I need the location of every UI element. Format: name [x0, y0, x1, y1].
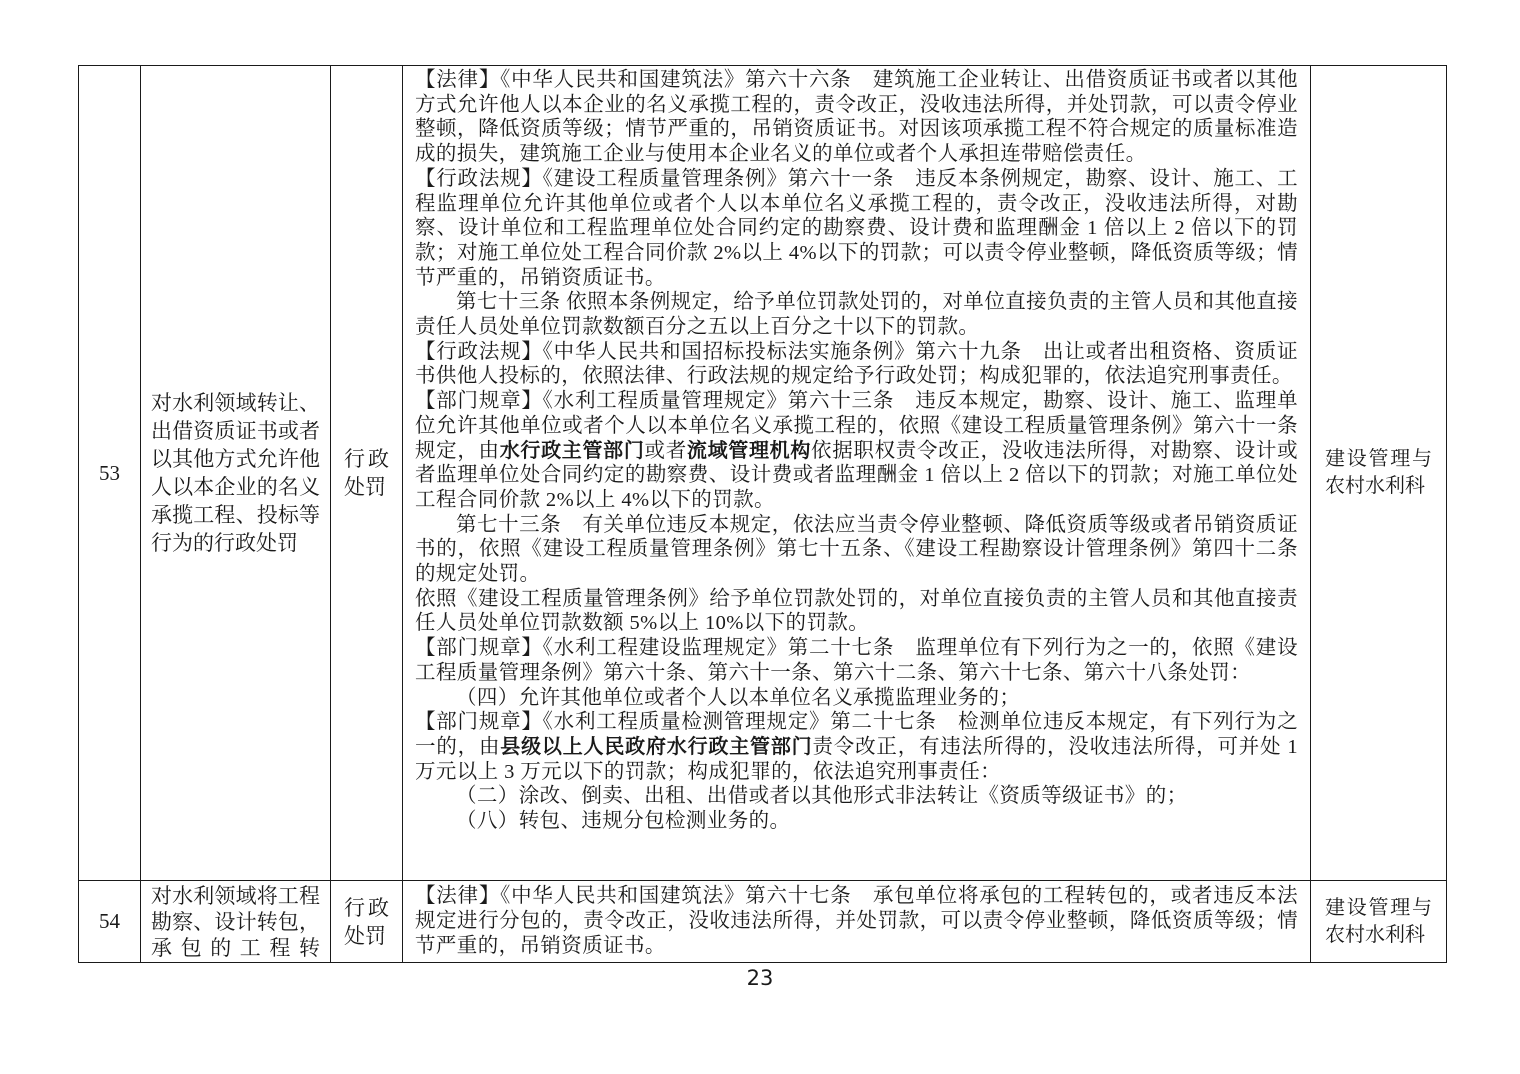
penalty-type-text: 行政处罚 — [344, 447, 389, 499]
bold-term: 水行政主管部门 — [499, 439, 645, 462]
legal-basis-paragraph: 【法律】《中华人民共和国建筑法》第六十六条 建筑施工企业转让、出借资质证书或者以其他方式允许他人以本企业的名义承揽工程的，责令改正，没收违法所得，并处罚款，可以责令停业整顿，降低资质等级；情节严重的，吊销资质证书。对因该项承揽工程不符合规定的质量标准造成的损失，建筑施工企业与使用本企业名义的单位或者个人承担连带赔偿责任。 — [415, 69, 1298, 166]
legal-basis-paragraph: 依照《建设工程质量管理条例》给予单位罚款处罚的，对单位直接负责的主管人员和其他直接责任人员处单位罚款数额 5%以上 10%以下的罚款。 — [415, 587, 1298, 635]
department-cell-53 — [1311, 66, 1446, 881]
legal-basis-text — [415, 884, 1298, 958]
matter-text: 对水利领域将工程勘察、设计转包，承包的工程转 — [151, 883, 320, 960]
legal-basis-paragraph: 【部门规章】《水利工程建设监理规定》第二十七条 监理单位有下列行为之一的，依照《建设工程质量管理条例》第六十条、第六十一条、第六十二条、第六十七条、第六十八条处罚： — [415, 637, 1298, 684]
penalty-type-cell-53 — [331, 66, 403, 881]
department-text: 建设管理与农村水利科 — [1325, 896, 1432, 946]
serial-number-cell-54 — [79, 881, 141, 962]
legal-basis-paragraph: 【行政法规】《建设工程质量管理条例》第六十一条 违反本条例规定，勘察、设计、施工、工程监理单位允许其他单位或者个人以本单位名义承揽工程的，责令改正，没收违法所得，对勘察、设计单位和工程监理单位处合同约定的勘察费、设计费和监理酬金 1 倍以上 2 倍以下的罚款；对施工单位处工程合同价款 2%以上 4%以下的罚款；可以责令停业整顿，降低资质等级；情节严重的，吊销资质证书。 — [415, 167, 1298, 289]
legal-basis-paragraph: 第七十三条 依照本条例规定，给予单位罚款处罚的，对单位直接负责的主管人员和其他直接责任人员处单位罚款数额百分之五以上百分之十以下的罚款。 — [415, 291, 1298, 339]
legal-basis-paragraph: 【法律】《中华人民共和国建筑法》第六十七条 承包单位将承包的工程转包的，或者违反本法规定进行分包的，责令改正，没收违法所得，并处罚款，可以责令停业整顿，降低资质等级；情节严重的，吊销资质证书。 — [415, 885, 1298, 957]
penalty-type-cell-54 — [331, 881, 403, 962]
department-cell-54 — [1311, 881, 1446, 962]
department-text: 建设管理与农村水利科 — [1325, 448, 1432, 497]
legal-basis-paragraph: （四）允许其他单位或者个人以本单位名义承揽监理业务的； — [456, 686, 1021, 709]
serial-number: 53 — [99, 460, 120, 485]
serial-number: 54 — [99, 909, 120, 933]
page-number: 23 — [746, 966, 774, 990]
legal-basis-paragraph: （八）转包、违规分包检测业务的。 — [456, 810, 791, 833]
matter-cell-54 — [141, 881, 331, 962]
serial-number-cell-53 — [79, 66, 141, 881]
legal-basis-paragraph: 第七十三条 有关单位违反本规定，依法应当责令停业整顿、降低资质等级或者吊销资质证书的，依照《建设工程质量管理条例》第七十五条、《建设工程勘察设计管理条例》第四十二条的规定处罚。 — [415, 513, 1298, 586]
penalty-items-table — [78, 65, 1447, 963]
matter-text: 对水利领域转让、出借资质证书或者以其他方式允许他人以本企业的名义承揽工程、投标等行为的行政处罚 — [151, 391, 320, 555]
legal-basis-cell-54 — [403, 881, 1311, 962]
legal-basis-cell-53 — [403, 66, 1311, 881]
bold-term: 县级以上人民政府水行政主管部门 — [500, 735, 813, 758]
matter-cell-53 — [141, 66, 331, 881]
legal-basis-text — [415, 68, 1298, 834]
legal-basis-paragraph: 【行政法规】《中华人民共和国招标投标法实施条例》第六十九条 出让或者出租资格、资质证书供他人投标的，依照法律、行政法规的规定给予行政处罚；构成犯罪的，依法追究刑事责任。 — [415, 340, 1298, 388]
legal-basis-paragraph: （二）涂改、倒卖、出租、出借或者以其他形式非法转让《资质等级证书》的； — [456, 785, 1188, 808]
bold-term: 流域管理机构 — [686, 439, 812, 462]
legal-basis-paragraph: 【部门规章】《水利工程质量检测管理规定》第二十七条 检测单位违反本规定，有下列行为之一的，由县级以上人民政府水行政主管部门责令改正，有违法所得的，没收违法所得，可并处 1 万元以上 3 万元以下的罚款；构成犯罪的，依法追究刑事责任： — [415, 711, 1298, 783]
penalty-type-text: 行政处罚 — [344, 895, 389, 948]
legal-basis-paragraph: 【部门规章】《水利工程质量管理规定》第六十三条 违反本规定，勘察、设计、施工、监理单位允许其他单位或者个人以本单位名义承揽工程的，依照《建设工程质量管理条例》第六十一条规定，由水行政主管部门或者流域管理机构依据职权责令改正，没收违法所得，对勘察、设计或者监理单位处合同约定的勘察费、设计费或者监理酬金 1 倍以上 2 倍以下的罚款；对施工单位处工程合同价款 2%以上 4%以下的罚款。 — [415, 390, 1298, 511]
